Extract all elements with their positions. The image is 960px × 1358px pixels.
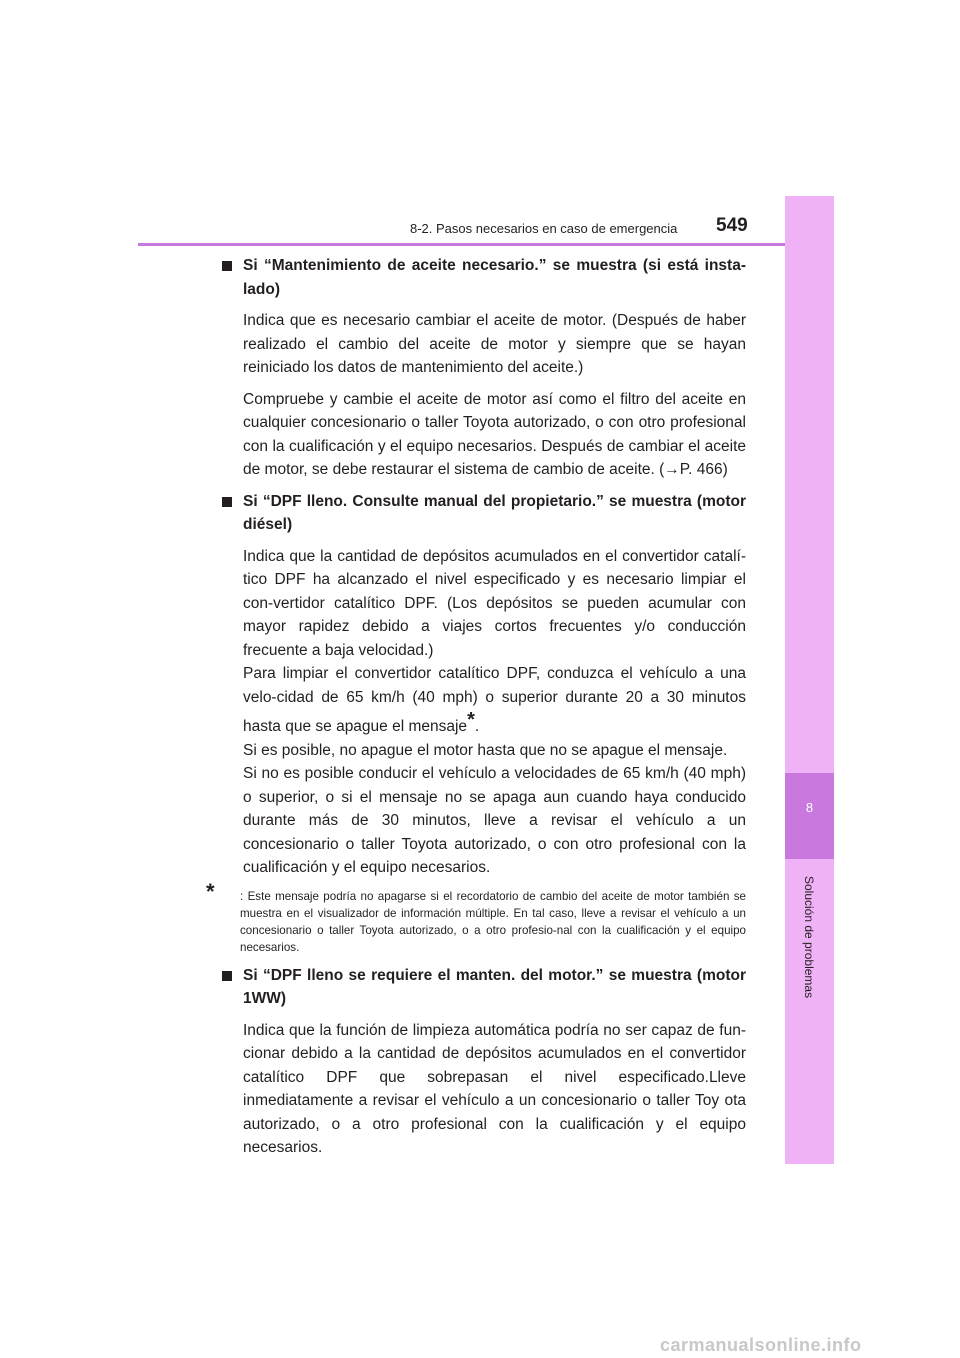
footnote-ref-mark: * (467, 709, 475, 731)
footnote (206, 878, 746, 956)
footnote-ref-suffix: . (474, 718, 480, 735)
paragraph (222, 388, 746, 482)
side-tab-gap (785, 1164, 834, 1172)
paragraph-text: Si es posible, no apague el motor hasta que no se apague el mensaje. (243, 741, 728, 759)
chapter-side-tab (785, 196, 834, 1172)
item-heading (222, 254, 746, 301)
heading-text: Si “Mantenimiento de aceite necesario.” se muestra (si está insta-lado) (243, 257, 746, 298)
page-number: 549 (716, 215, 748, 236)
paragraph-text: Indica que la función de limpieza automática podría no ser capaz de fun-cionar debido a la cantidad de depósitos acumulados en el convertidor catalítico DPF que sobrepasan el nivel especificado.Lleve inmediatamente a revisar el vehículo a un concesionario o taller Toy ota autorizado, o a otro profesional con la cualificación y el equipo necesarios. (243, 1021, 746, 1156)
square-bullet-icon (222, 261, 232, 271)
header-rule (138, 243, 834, 246)
heading-text: Si “DPF lleno se requiere el manten. del motor.” se muestra (motor 1WW) (243, 966, 746, 1007)
paragraph-text: Indica que es necesario cambiar el aceite de motor. (Después de haber realizado el cambio del aceite de motor y siempre que se hayan reiniciado los datos de mantenimiento del aceite.) (243, 312, 746, 376)
footnote-mark: * (206, 878, 215, 904)
paragraph-text: Para limpiar el convertidor catalítico DPF, conduzca el vehículo a una velo-cidad de 65 km/h (40 mph) o superior durante 20 a 30 minutos hasta que se apague el mensaje (243, 665, 746, 735)
square-bullet-icon (222, 497, 232, 507)
chapter-number: 8 (805, 800, 814, 815)
watermark: carmanualsonline.info (660, 1335, 862, 1355)
paragraph (222, 1019, 746, 1160)
section-title: 8-2. Pasos necesarios en caso de emergencia (410, 221, 678, 236)
page-content (206, 254, 746, 1168)
chapter-tab-active (785, 773, 834, 859)
chapter-title: Solución de problemas (802, 876, 816, 999)
square-bullet-icon (222, 971, 232, 981)
item-heading (222, 964, 746, 1011)
paragraph (222, 545, 746, 880)
paragraph-text: Indica que la cantidad de depósitos acumulados en el convertidor catalí-tico DPF ha alcanzado el nivel especificado y es necesario limpiar el con-vertidor catalítico DPF. (Los depósitos se pueden acumular con mayor rapidez debido a viajes cortos frecuentes y/o conducción frecuente a baja velocidad.) (243, 547, 746, 659)
paragraph-text: Compruebe y cambie el aceite de motor así como el filtro del aceite en cualquier concesionario o taller Toyota autorizado, o con otro profesional con la cualificación y el equipo necesarios. Después de cambiar el aceite de motor, se debe restaurar el sistema de cambio de aceite. (→P. 466) (243, 390, 746, 478)
item-heading (222, 490, 746, 537)
paragraph-text: Si no es posible conducir el vehículo a velocidades de 65 km/h (40 mph) o superior, o si el mensaje no se apaga aun cuando haya conducido durante más de 30 minutos, lleve a revisar el vehículo a un concesionario o taller Toyota autorizado, o con otro profesional con la cualificación y el equipo necesarios. (243, 765, 746, 876)
footnote-text: : Este mensaje podría no apagarse si el recordatorio de cambio del aceite de motor también se muestra en el visualizador de información múltiple. En tal caso, lleve a revisar el vehículo a un concesionario o taller Toyota autorizado, o a otro profesio-nal con la cualificación y el equipo necesarios. (240, 889, 746, 954)
paragraph (222, 309, 746, 380)
paragraph-line-with-ref (243, 662, 746, 739)
heading-text: Si “DPF lleno. Consulte manual del propietario.” se muestra (motor diésel) (243, 492, 746, 533)
